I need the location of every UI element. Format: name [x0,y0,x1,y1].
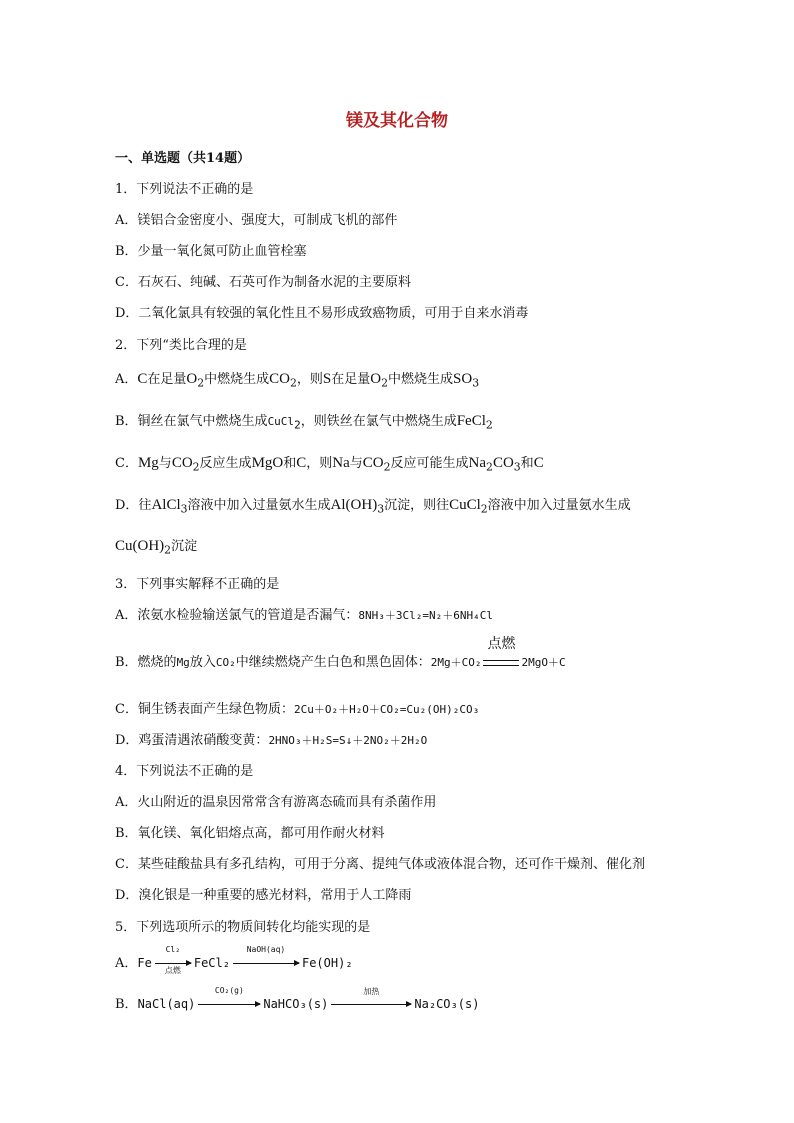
question-4-option-b: B．氧化镁、氧化铝熔点高，都可用作耐火材料 [115,826,385,841]
question-1-option-b: B．少量一氧化氮可防止血管栓塞 [115,244,307,259]
question-2-option-c: C．Mg与$CO_2$反应生成MgO和C，则Na与$CO_2$反应可能生成$Na_2CO_3$和C [115,455,544,474]
question-1-option-c: C．石灰石、纯碱、石英可作为制备水泥的主要原料 [115,275,411,290]
reaction-arrow-2: NaOH(aq) [233,956,299,970]
question-2-option-d-continued: $Cu(OH)_2$沉淀 [115,538,198,557]
section-heading: 一、单选题（共14题） [115,151,251,166]
question-3-stem: 3．下列事实解释不正确的是 [115,577,280,592]
question-4-option-d: D．溴化银是一种重要的感光材料，常用于人工降雨 [115,888,412,903]
equation-a: 8NH₃＋3Cl₂=N₂＋6NH₄Cl [358,609,493,622]
question-1-option-a: A．镁铝合金密度小、强度大，可制成飞机的部件 [115,213,398,228]
reaction-condition-equals: 点燃 [483,655,519,670]
question-4-option-a: A．火山附近的温泉因常常含有游离态硫而具有杀菌作用 [115,795,437,810]
document-title: 镁及其化合物 [346,111,448,131]
question-2-stem: 2．下列“类比合理的是 [115,338,247,353]
question-2-option-d: D．往AlCl$_3$溶液中加入过量氨水生成$Al(OH)_3$沉淀，则往CuCl$_2$溶液中加入过量氨水生成 [115,497,631,516]
question-1-option-d: D．二氧化氯具有较强的氧化性且不易形成致癌物质，可用于自来水消毒 [115,306,529,321]
equation-c: 2Cu＋O₂＋H₂O＋CO₂=Cu₂(OH)₂CO₃ [293,703,480,716]
question-4-stem: 4．下列说法不正确的是 [115,764,254,779]
question-5-stem: 5．下列选项所示的物质间转化均能实现的是 [115,920,371,935]
question-5-option-b: B．NaCl(aq) CO₂(g) NaHCO₃(s) 加热 Na₂CO₃(s) [115,986,480,1012]
question-3-option-a: A．浓氨水检验输送氯气的管道是否漏气：8NH₃＋3Cl₂=N₂＋6NH₄Cl [115,608,493,623]
reaction-arrow-4: 加热 [331,997,411,1011]
question-2-option-a: A．C在足量$O_2$中燃烧生成$CO_2$，则S在足量$O_2$中燃烧生成$SO_3$ [115,371,480,390]
question-4-option-c: C．某些硅酸盐具有多孔结构，可用于分离、提纯气体或液体混合物，还可作干燥剂、催化剂 [115,857,645,872]
question-1-stem: 1．下列说法不正确的是 [115,182,254,197]
reaction-arrow-3: CO₂(g) [198,997,260,1011]
question-3-option-b: B．燃烧的Mg放入CO₂中继续燃烧产生白色和黑色固体：2Mg＋CO₂ 点燃 2MgO＋C [115,636,566,670]
question-3-option-c: C．铜生锈表面产生绿色物质：2Cu＋O₂＋H₂O＋CO₂=Cu₂(OH)₂CO₃ [115,702,480,717]
question-2-option-b: B．铜丝在氯气中燃烧生成CuCl$_2$，则铁丝在氯气中燃烧生成FeCl$_2$ [115,413,493,432]
equation-d: 2HNO₃＋H₂S=S↓＋2NO₂＋2H₂O [268,734,428,747]
question-5-option-a: A．Fe Cl₂ 点燃 FeCl₂ NaOH(aq) Fe(OH)₂ [115,945,353,975]
reaction-arrow-1: Cl₂ 点燃 [155,956,191,970]
question-3-option-d: D．鸡蛋清遇浓硝酸变黄：2HNO₃＋H₂S=S↓＋2NO₂＋2H₂O [115,733,428,748]
